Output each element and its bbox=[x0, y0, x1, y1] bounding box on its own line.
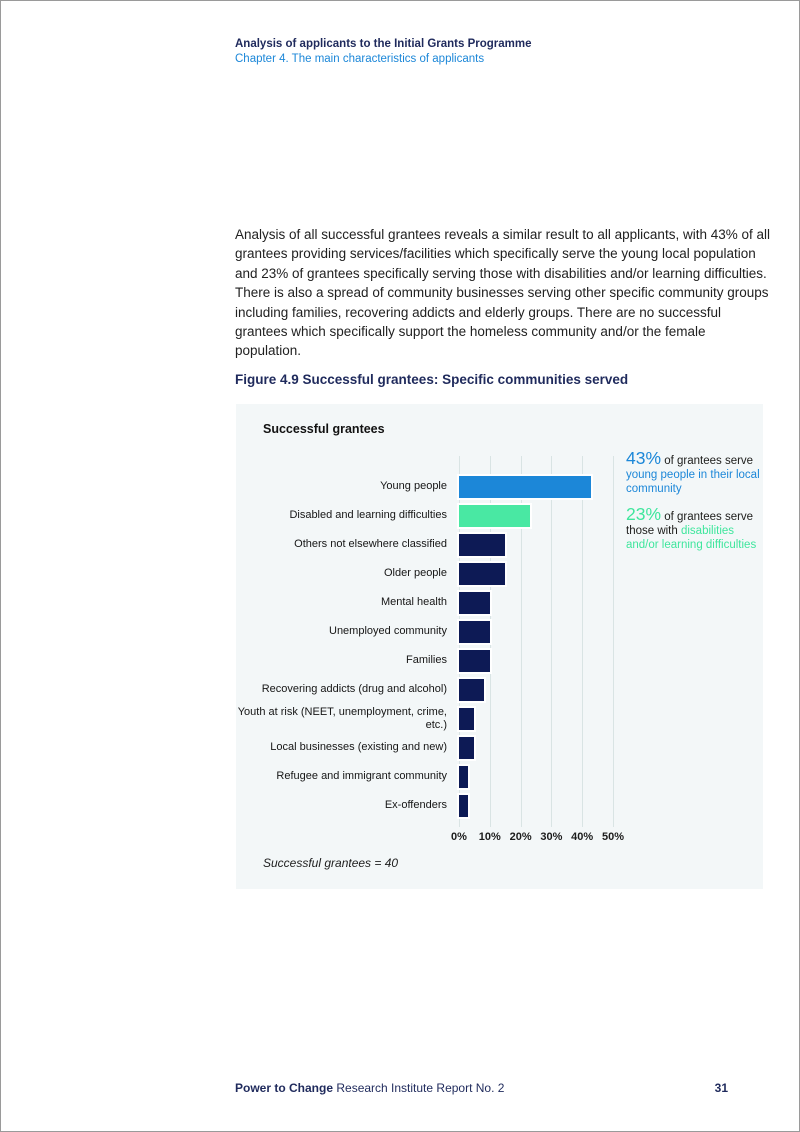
bar bbox=[459, 795, 468, 817]
chart-row bbox=[236, 617, 763, 646]
chart-annotations bbox=[626, 449, 764, 561]
annotation-segment: disabilities and/or learning difficulties bbox=[626, 525, 757, 551]
bar bbox=[459, 534, 505, 556]
bar bbox=[459, 592, 490, 614]
category-label: Unemployed community bbox=[329, 625, 447, 637]
x-axis-tick: 30% bbox=[540, 831, 563, 843]
annotation-segment: of grantees serve bbox=[661, 455, 754, 467]
annotation-segment: young people in their local community bbox=[626, 469, 760, 495]
bar bbox=[459, 563, 505, 585]
chapter-title: Chapter 4. The main characteristics of applicants bbox=[235, 52, 485, 65]
chart-row bbox=[236, 588, 763, 617]
chart-row bbox=[236, 675, 763, 704]
bar bbox=[459, 737, 474, 759]
footer-report: Research Institute Report No. 2 bbox=[333, 1081, 505, 1095]
chart-title: Successful grantees bbox=[263, 422, 385, 436]
annotation-block bbox=[626, 449, 764, 496]
body-paragraph: Analysis of all successful grantees reveals a similar result to all applicants, with 43% of all grantees providing services/facilities which specifically serve the young local population and 23% of grantees specifically serving those with disabilities and/or learning difficulties. There is also a spread of community businesses serving other specific community groups including families, recovering addicts and elderly groups. There are no successful grantees which specifically support the homeless community and/or the female population. bbox=[235, 227, 770, 359]
running-header bbox=[235, 37, 532, 66]
annotation-segment: 23% bbox=[626, 504, 662, 524]
category-label: Older people bbox=[384, 567, 447, 579]
report-title: Analysis of applicants to the Initial Grants Programme bbox=[235, 38, 532, 50]
footer-text bbox=[235, 1081, 504, 1095]
bar bbox=[459, 476, 591, 498]
chart-row bbox=[236, 559, 763, 588]
category-label: Young people bbox=[380, 480, 447, 492]
category-label: Local businesses (existing and new) bbox=[270, 741, 447, 753]
category-label: Disabled and learning difficulties bbox=[289, 509, 447, 521]
bar bbox=[459, 505, 530, 527]
page-footer bbox=[235, 1081, 728, 1095]
category-label: Youth at risk (NEET, unemployment, crime, etc.) bbox=[237, 705, 447, 731]
category-label: Others not elsewhere classified bbox=[294, 538, 447, 550]
annotation-segment: 43% bbox=[626, 448, 662, 468]
bar bbox=[459, 708, 474, 730]
x-axis-tick: 20% bbox=[509, 831, 532, 843]
x-axis-tick: 10% bbox=[478, 831, 501, 843]
x-axis-tick: 0% bbox=[451, 831, 467, 843]
category-label: Ex-offenders bbox=[384, 799, 447, 811]
category-label: Refugee and immigrant community bbox=[276, 770, 447, 782]
chart-row bbox=[236, 646, 763, 675]
chart-row bbox=[236, 762, 763, 791]
bar bbox=[459, 621, 490, 643]
chart-row bbox=[236, 704, 763, 733]
x-axis-tick: 50% bbox=[601, 831, 625, 843]
bar bbox=[459, 679, 484, 701]
category-label: Mental health bbox=[380, 596, 447, 608]
chart-panel bbox=[236, 404, 763, 889]
chart-note: Successful grantees = 40 bbox=[263, 856, 399, 870]
chart-row bbox=[236, 733, 763, 762]
bar bbox=[459, 766, 468, 788]
chart-row bbox=[236, 791, 763, 820]
page-number: 31 bbox=[714, 1081, 728, 1095]
category-label: Recovering addicts (drug and alcohol) bbox=[261, 683, 447, 695]
annotation-block bbox=[626, 505, 764, 552]
bar bbox=[459, 650, 490, 672]
category-label: Families bbox=[406, 654, 447, 666]
footer-publisher: Power to Change bbox=[235, 1081, 334, 1095]
x-axis-tick: 40% bbox=[571, 831, 594, 843]
annotation-segment: of grantees serve those with bbox=[626, 511, 754, 537]
figure-caption: Figure 4.9 Successful grantees: Specific communities served bbox=[235, 372, 629, 387]
